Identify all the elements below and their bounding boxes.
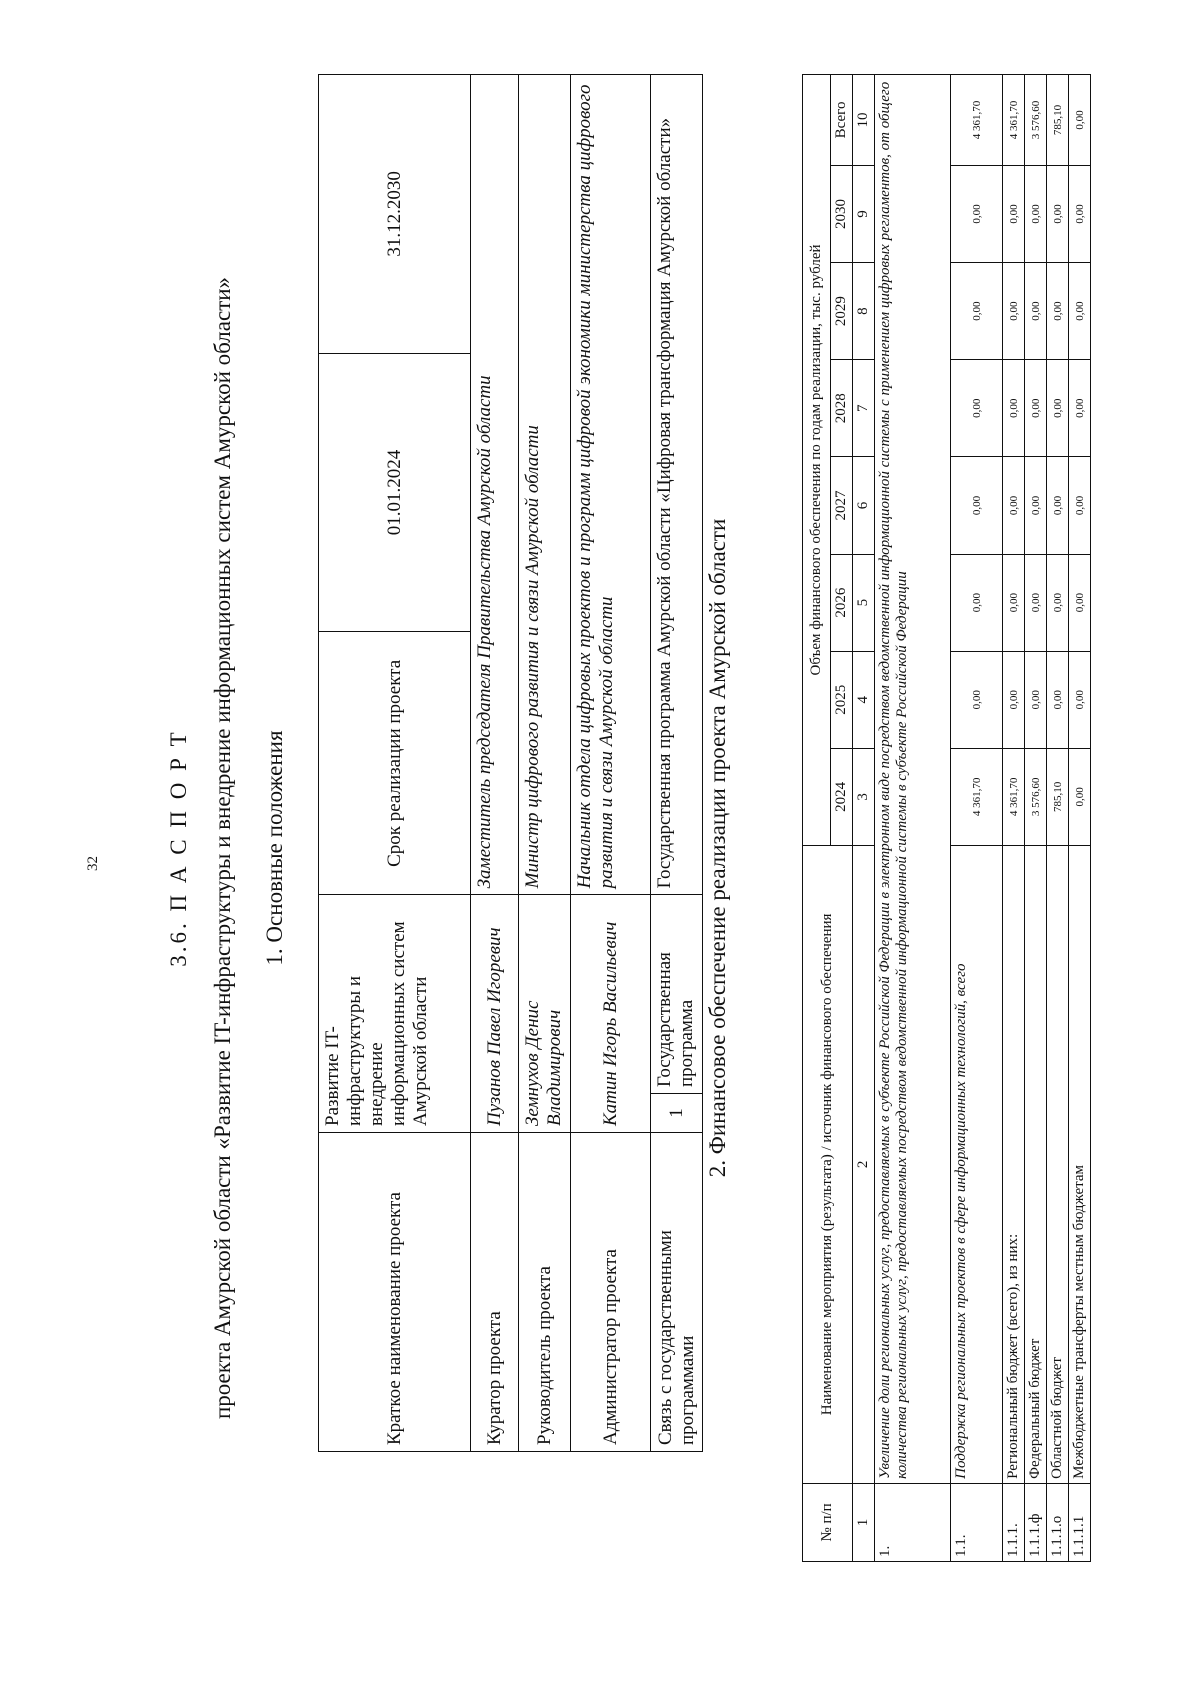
value-cell: 0,00: [1069, 263, 1091, 360]
row-num: 1.1.: [951, 1483, 1003, 1561]
index-row: [853, 75, 875, 1562]
value-cell: 0,00: [1003, 651, 1025, 748]
value-cell: 0,00: [951, 360, 1003, 457]
year-header: 2030: [831, 165, 853, 262]
row-name: Поддержка региональных проектов в сфере информационных технологий, всего: [951, 845, 1003, 1483]
row-name: Федеральный бюджет: [1025, 845, 1047, 1483]
table-row: [1003, 75, 1025, 1562]
col-name-header: Наименование мероприятия (результата) / источник финансового обеспечения: [803, 845, 853, 1483]
value-cell: 0,00: [1069, 360, 1091, 457]
result-row: [875, 75, 951, 1562]
term-start: 01.01.2024: [319, 353, 471, 632]
document-subtitle: проекта Амурской области «Развитие IT-инфраструктуры и внедрение информационных систем Амурской области»: [210, 276, 235, 1420]
table-row: [1069, 75, 1091, 1562]
program-link-label: Связь с государственными программами: [651, 1133, 703, 1452]
value-cell: 0,00: [1025, 554, 1047, 651]
value-cell: 3 576,60: [1025, 748, 1047, 845]
program-link-type: Государственная программа: [651, 895, 703, 1094]
index-cell: 2: [853, 845, 875, 1483]
value-cell: 0,00: [1047, 457, 1069, 554]
row-num: 1.1.1.: [1003, 1483, 1025, 1561]
value-cell: 0,00: [951, 165, 1003, 262]
value-cell: 0,00: [1069, 651, 1091, 748]
short-name-value: Развитие IT-инфраструктуры и внедрение информационных систем Амурской области: [319, 895, 471, 1133]
value-cell: 0,00: [1069, 165, 1091, 262]
value-cell: 4 361,70: [951, 75, 1003, 166]
head-name: Земнухов Денис Владимирович: [519, 895, 571, 1133]
value-cell: 4 361,70: [1003, 748, 1025, 845]
page-number: 32: [85, 856, 101, 871]
value-cell: 0,00: [1047, 651, 1069, 748]
year-header: 2027: [831, 457, 853, 554]
curator-position: Заместитель председателя Правительства Амурской области: [471, 75, 519, 895]
index-cell: 9: [853, 165, 875, 262]
value-cell: 0,00: [1069, 75, 1091, 166]
index-cell: 10: [853, 75, 875, 166]
index-cell: 5: [853, 554, 875, 651]
value-cell: 0,00: [951, 651, 1003, 748]
value-cell: 0,00: [1003, 457, 1025, 554]
value-cell: 0,00: [1025, 651, 1047, 748]
head-position: Министр цифрового развития и связи Амурской области: [519, 75, 571, 895]
value-cell: 0,00: [1003, 165, 1025, 262]
row-name: Межбюджетные трансферты местным бюджетам: [1069, 845, 1091, 1483]
section2-heading: 2. Финансовое обеспечение реализации проекта Амурской области: [705, 518, 730, 1178]
admin-position: Начальник отдела цифровых проектов и программ цифровой экономики министерства цифрового развития и связи Амурской области: [571, 75, 651, 895]
admin-label: Администратор проекта: [571, 1133, 651, 1452]
index-cell: 1: [853, 1483, 875, 1561]
value-cell: 0,00: [951, 457, 1003, 554]
year-header: 2026: [831, 554, 853, 651]
index-cell: 6: [853, 457, 875, 554]
index-cell: 7: [853, 360, 875, 457]
result-text: Увеличение доли региональных услуг, предоставляемых в субъекте Российской Федерации в электронном виде посредством ведомственной информационной системы с применением цифровых регламентов, от общего количества региональных услуг, предоставляемых посредством ведомственной информационной системы в субъекте Российской Федерации: [875, 75, 951, 1484]
table-row: [1047, 75, 1069, 1562]
table-row: [1025, 75, 1047, 1562]
value-cell: 0,00: [1047, 554, 1069, 651]
value-cell: 0,00: [1047, 360, 1069, 457]
year-header: 2025: [831, 651, 853, 748]
admin-name: Катин Игорь Васильевич: [571, 895, 651, 1133]
year-header: 2028: [831, 360, 853, 457]
index-cell: 4: [853, 651, 875, 748]
value-cell: 0,00: [1069, 748, 1091, 845]
value-cell: 0,00: [951, 554, 1003, 651]
value-cell: 4 361,70: [951, 748, 1003, 845]
value-cell: 785,10: [1047, 748, 1069, 845]
head-label: Руководитель проекта: [519, 1133, 571, 1452]
section1-heading: 1. Основные положения: [262, 730, 287, 966]
value-cell: 3 576,60: [1025, 75, 1047, 166]
row-name: Областной бюджет: [1047, 845, 1069, 1483]
index-cell: 8: [853, 263, 875, 360]
row-name: Региональный бюджет (всего), из них:: [1003, 845, 1025, 1483]
value-cell: 0,00: [951, 263, 1003, 360]
value-cell: 0,00: [1025, 457, 1047, 554]
value-cell: 0,00: [1025, 360, 1047, 457]
row-num: 1.1.1.о: [1047, 1483, 1069, 1561]
term-label: Срок реализации проекта: [319, 632, 471, 895]
col-num-header: № п/п: [803, 1483, 853, 1561]
document-title: 3.6. П А С П О Р Т: [166, 729, 191, 967]
year-header: 2024: [831, 748, 853, 845]
value-cell: 0,00: [1047, 263, 1069, 360]
program-link-value: Государственная программа Амурской области «Цифровая трансформация Амурской области»: [651, 75, 703, 895]
value-cell: 0,00: [1003, 554, 1025, 651]
value-cell: 0,00: [1025, 263, 1047, 360]
curator-name: Пузанов Павел Игоревич: [471, 895, 519, 1133]
value-cell: 0,00: [1069, 554, 1091, 651]
row-num: 1.1.1.ф: [1025, 1483, 1047, 1561]
short-name-label: Краткое наименование проекта: [319, 1133, 471, 1452]
col-volume-header: Объем финансового обеспечения по годам реализации, тыс. рублей: [803, 75, 831, 846]
total-header: Всего: [831, 75, 853, 166]
curator-label: Куратор проекта: [471, 1133, 519, 1452]
financing-table: [802, 74, 1091, 1562]
year-header: 2029: [831, 263, 853, 360]
value-cell: 0,00: [1047, 165, 1069, 262]
result-num: 1.: [875, 1483, 951, 1561]
row-num: 1.1.1.1: [1069, 1483, 1091, 1561]
value-cell: 0,00: [1003, 360, 1025, 457]
value-cell: 0,00: [1003, 263, 1025, 360]
value-cell: 0,00: [1069, 457, 1091, 554]
value-cell: 785,10: [1047, 75, 1069, 166]
program-link-num: 1: [651, 1094, 703, 1133]
value-cell: 0,00: [1025, 165, 1047, 262]
main-provisions-table: [318, 74, 703, 1452]
value-cell: 4 361,70: [1003, 75, 1025, 166]
term-end: 31.12.2030: [319, 75, 471, 354]
table-row: [951, 75, 1003, 1562]
index-cell: 3: [853, 748, 875, 845]
